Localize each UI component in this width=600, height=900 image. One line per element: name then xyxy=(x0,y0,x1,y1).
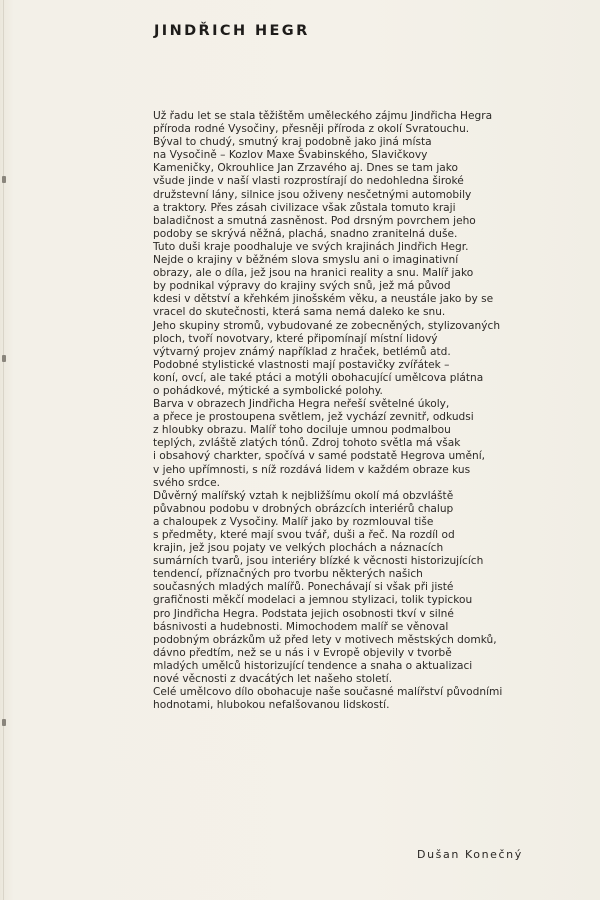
text-line: hodnotami, hlubokou nefalšovanou lidskostí. xyxy=(153,699,390,712)
text-line: všude jinde v naší vlasti rozprostírají do nedohledna široké xyxy=(153,175,464,188)
text-line: ploch, tvoří novotvary, které připomínají místní lidový xyxy=(153,332,438,345)
text-line: dávno předtím, než se u nás i v Evropě objevily v tvorbě xyxy=(153,646,452,659)
text-line: a chaloupek z Vysočiny. Malíř jako by rozmlouval tiše xyxy=(153,515,434,528)
text-line: vracel do skutečnosti, která sama nemá daleko ke snu. xyxy=(153,306,446,319)
text-line: Už řadu let se stala těžištěm uměleckého zájmu Jindřicha Hegra xyxy=(153,110,493,122)
text-line: mladých umělců historizující tendence a snaha o aktualizaci xyxy=(153,659,473,672)
text-line: družstevní lány, silnice jsou oživeny nesčetnými automobily xyxy=(153,188,472,201)
text-line: baladičnost a smutná zasněnost. Pod drsným povrchem jeho xyxy=(153,214,476,227)
text-line: půvabnou podobu v drobných obrázcích interiérů chalup xyxy=(153,502,454,515)
text-line: Barva v obrazech Jindřicha Hegra neřeší světelné úkoly, xyxy=(153,398,450,411)
text-line: obrazy, ale o díla, jež jsou na hranici reality a snu. Malíř jako xyxy=(153,267,474,280)
text-line: sumárních tvarů, jsou interiéry blízké k věcnosti historizujících xyxy=(153,555,484,568)
text-line: podoby se skrývá něžná, plachá, snadno zranitelná duše. xyxy=(153,227,458,240)
binding-staple xyxy=(2,355,6,362)
text-line: grafičnosti měkčí modelaci a jemnou stylizaci, tolik typickou xyxy=(153,594,473,607)
text-line: z hloubky obrazu. Malíř toho dociluje umnou podmalbou xyxy=(153,424,451,437)
text-line: pro Jindřicha Hegra. Podstata jejich osobnosti tkví v silné xyxy=(153,607,454,620)
text-line: současných mladých malířů. Ponechávají si však při jisté xyxy=(153,581,454,594)
essay-body xyxy=(153,110,573,712)
text-line: kdesi v dětství a křehkém jinošském věku, a neustále jako by se xyxy=(153,293,494,306)
text-line: Podobné stylistické vlastnosti mají postavičky zvířátek – xyxy=(153,358,450,371)
text-line: tendencí, příznačných pro tvorbu některých našich xyxy=(153,568,423,581)
binding-edge xyxy=(3,0,4,900)
binding-staple xyxy=(2,719,6,726)
text-line: příroda rodné Vysočiny, přesněji příroda z okolí Svratouchu. xyxy=(153,123,470,136)
text-line: Býval to chudý, smutný kraj podobně jako jiná místa xyxy=(153,136,432,149)
text-line: koní, ovcí, ale také ptáci a motýli obohacující umělcova plátna xyxy=(153,371,484,384)
page-title: JINDŘICH HEGR xyxy=(154,23,310,39)
text-line: i obsahový charkter, spočívá v samé podstatě Hegrova umění, xyxy=(153,450,486,463)
text-line: na Vysočině – Kozlov Maxe Švabinského, Slavičkovy xyxy=(153,149,428,162)
binding-staple xyxy=(2,176,6,183)
text-line: by podnikal výpravy do krajiny svých snů, jež má původ xyxy=(153,280,451,293)
text-line: teplých, zvláště zlatých tónů. Zdroj tohoto světla má však xyxy=(153,437,461,450)
text-line: krajin, jež jsou pojaty ve velkých plochách a náznacích xyxy=(153,542,444,555)
text-line: v jeho upřímnosti, s níž rozdává lidem v každém obraze kus xyxy=(153,463,471,476)
text-line: a traktory. Přes zásah civilizace však zůstala tomuto kraji xyxy=(153,201,456,214)
text-line: Nejde o krajiny v běžném slova smyslu ani o imaginativní xyxy=(153,254,459,267)
author-signature: Dušan Konečný xyxy=(417,848,523,861)
text-line: a přece je prostoupena světlem, jež vychází zevnitř, odkudsi xyxy=(153,411,474,424)
text-line: Tuto duši kraje poodhaluje ve svých krajinách Jindřich Hegr. xyxy=(153,240,469,253)
text-line: o pohádkové, mýtické a symbolické polohy. xyxy=(153,384,383,397)
text-line: podobným obrázkům už před lety v motivech městských domků, xyxy=(153,633,497,646)
text-line: výtvarný projev známý například z hraček, betlémů atd. xyxy=(153,345,451,358)
text-line: nové věcnosti z dvacátých let našeho století. xyxy=(153,673,393,686)
text-line: svého srdce. xyxy=(153,476,220,489)
text-line: Kameničky, Okrouhlice Jan Zrzavého aj. Dnes se tam jako xyxy=(153,162,459,175)
text-line: Celé umělcovo dílo obohacuje naše současné malířství původními xyxy=(153,686,503,699)
text-line: Jeho skupiny stromů, vybudované ze zobecněných, stylizovaných xyxy=(153,319,501,332)
text-line: s předměty, které mají svou tvář, duši a řeč. Na rozdíl od xyxy=(153,529,455,541)
text-line: Důvěrný malířský vztah k nejbližšímu okolí má obzvláště xyxy=(153,489,454,502)
text-line: básnivosti a hudebnosti. Mimochodem malíř se věnoval xyxy=(153,620,449,633)
